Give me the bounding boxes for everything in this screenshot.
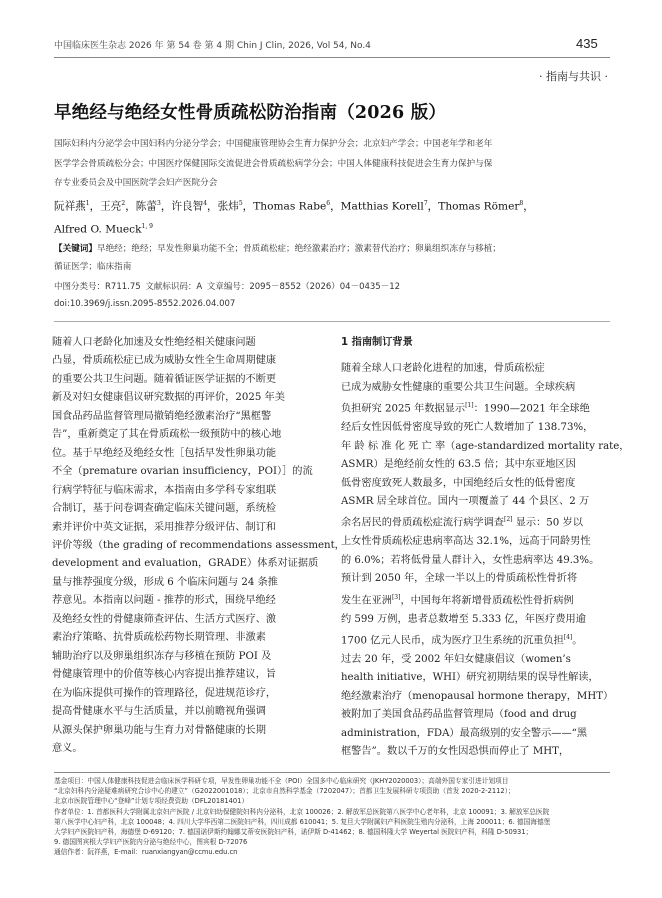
author-affiliation: 1 [85, 200, 90, 207]
author-affiliation: 8 [519, 200, 524, 207]
body-line: administration，FDA）最高级别的安全警示——“黑 [341, 727, 588, 739]
author-name: 阮祥燕 [54, 200, 86, 213]
body-line: 评价等级（the grading of recommendations assessment， [52, 539, 345, 551]
body-line: 在为临床提供可操作的管理路径，促进规范诊疗， [52, 687, 277, 699]
body-line: health initiative，WHI）研究初期结果的误导性解读， [341, 672, 599, 684]
organization-line: 国际妇科内分泌学会中国妇科内分泌分学会；中国健康管理协会生育力保护分会；北京妇产学会；中国老年学和老年 [54, 139, 493, 149]
keywords-line: 循证医学；临床指南 [54, 262, 132, 272]
author-name: ，张炜 [207, 200, 239, 213]
footnote-line: 大学妇产医院妇产科，海德堡 D-69120；7. 德国诺伊斯约翰娜艾蒂安医院妇产科，诺伊斯 D-41462；8. 德国科隆大学 Weyertal 医院妇产科，科隆 D-50931； [54, 828, 533, 837]
keywords-line: 早绝经；绝经；早发性卵巢功能不全；骨质疏松症；绝经激素治疗；激素替代治疗；卵巢组织冻存与移植； [96, 244, 501, 254]
body-line: 位。基于早绝经及绝经女性［包括早发性卵巢功能 [52, 447, 277, 459]
footnote-line: 通信作者：阮祥燕，E-mail：ruanxiangyan@ccmu.edu.cn [54, 848, 238, 857]
citation-ref: [1] [465, 402, 474, 410]
doi: doi:10.3969/j.issn.2095-8552.2026.04.007 [54, 299, 236, 309]
author-affiliation: 1, 9 [141, 223, 153, 231]
organization-list [54, 135, 610, 194]
header-divider [54, 57, 610, 58]
footnote-line: 基金项目：中国人体健康科技促进会临床医学科研专项，早发性卵巢功能不全（POI）全国多中心临床研究（JKHY2020003）；高端外国专家引进计划项目 [54, 777, 509, 785]
keywords-block [54, 240, 610, 276]
page-number: 435 [576, 36, 598, 51]
keywords-label: 【关键词】 [54, 244, 97, 254]
body-line: 提高骨健康水平与生活质量，并以前瞻视角强调 [52, 706, 266, 718]
section-heading: 1 指南制订背景 [341, 337, 413, 348]
author-affiliation: 2 [121, 200, 126, 207]
body-line: 的重要公共卫生问题。随着循证医学证据的不断更 [52, 373, 277, 385]
author-affiliation: 3 [157, 200, 161, 207]
footnote-divider [54, 772, 610, 773]
footnote-line: 作者单位：1. 首都医科大学附属北京妇产医院 / 北京妇幼保健院妇科内分泌科，北京 100026；2. 解放军总医院第八医学中心老年科，北京 100091；3. 解放军总医院 [54, 807, 550, 816]
author-name: ，Thomas Römer [427, 200, 520, 213]
author-line-2 [54, 217, 610, 240]
author-name: ，Matthias Korell [330, 200, 424, 213]
author-affiliation: 4 [203, 200, 208, 207]
body-line: 量与推荐强度分级，形成 6 个临床问题与 24 条推 [52, 576, 278, 588]
body-line: 的 6.0%；若将低骨量人群计入，女性患病率达 49.3%。 [341, 554, 600, 566]
footnote-line: 第八医学中心妇产科，北京 100048；4. 四川大学华西第二医院妇产科，四川成都 610041；5. 复旦大学附属妇产科医院生殖内分泌科，上海 200011；6. 德国海德堡 [54, 817, 551, 826]
body-line: 素治疗策略、抗骨质疏松药物长期管理、非激素 [52, 632, 266, 644]
body-line: 意义。 [52, 742, 83, 754]
body-line: 被附加了美国食品药品监督管理局（food and drug [341, 709, 577, 721]
footnote-line: “北京妇科内分泌疑难病研究合诊中心的建立”（G2022001018）；北京市自然科学基金（7202047）；首都卫生发展科研专项资助（首发 2020-2-2112）； [54, 787, 515, 796]
body-line: 年 龄 标 准 化 死 亡 率（age-standardized mortality rate， [341, 440, 630, 452]
abstract-divider [54, 321, 610, 322]
author-name: ，Thomas Rabe [242, 200, 327, 213]
classification-info: 中图分类号：R711.75 文献标识码：A 文章编号：2095－8552（2026）04－0435－12 [54, 282, 401, 292]
body-line: 负担研究 2025 年数据显示[1]：1990—2021 年全球绝 [341, 402, 590, 415]
body-line: 发生在亚洲[3]，中国每年将新增骨质疏松性骨折病例 [341, 593, 574, 607]
body-line: 过去 20 年，受 2002 年妇女健康倡议（women’s [341, 653, 571, 665]
author-affiliation: 5 [238, 200, 243, 207]
body-line: development and evaluation，GRADE）体系对证据质 [52, 558, 319, 570]
body-lines [341, 360, 630, 761]
column-label: · 指南与共识 · [539, 70, 608, 83]
footnote-line: 北京市医院管理中心“登峰”计划专项经费资助（DFL20181401） [54, 797, 249, 806]
author-name: Alfred O. Mueck [54, 223, 142, 236]
author-affiliation: 7 [423, 200, 428, 207]
body-line: 新及对妇女健康倡议研究数据的再评价，2025 年美 [52, 392, 285, 404]
author-name: ，陈蕾 [125, 200, 157, 213]
body-line: 预计到 2050 年，全球一半以上的骨质疏松性骨折将 [341, 573, 578, 585]
body-line: 合制订，基于问卷调查确定临床关键问题，系统检 [52, 503, 277, 515]
body-line: 余名居民的骨质疏松症流行病学调查[2] 显示：50 岁以 [341, 516, 583, 529]
body-line: 经后女性因低骨密度导致的死亡人数增加了 138.73%， [341, 422, 594, 434]
author-affiliation: 6 [326, 200, 331, 207]
footnotes [54, 776, 614, 858]
citation-ref: [3] [391, 593, 401, 601]
body-line: ASMR）是绝经前女性的 63.5 倍；其中东亚地区因 [341, 459, 576, 471]
body-line: 行病学特征与临床需求，本指南由多学科专家组联 [52, 484, 277, 496]
running-head: 中国临床医生杂志 2026 年 第 54 卷 第 4 期 Chin J Clin, 2026, Vol 54, No.4 [54, 41, 371, 51]
footnote-line: 9. 德国图宾根大学妇产医院内分泌与绝经中心，图宾根 D-72076 [54, 838, 248, 847]
body-line: 上女性骨质疏松症患病率高达 32.1%，远高于同龄男性 [341, 536, 591, 548]
body-line: 不全（premature ovarian insufficiency，POI）］的流 [52, 466, 313, 478]
body-line: 索并评价中英文证据，采用推荐分级评估、制订和 [52, 521, 277, 533]
citation-ref: [4] [563, 633, 573, 641]
body-line: ASMR 居全球首位。国内一项覆盖了 44 个县区、2 万 [341, 496, 590, 508]
body-column [341, 334, 630, 762]
body-line: 随着人口老龄化加速及女性绝经相关健康问题 [52, 337, 256, 348]
abstract-column [52, 334, 345, 758]
author-line-1 [54, 194, 610, 217]
author-separator: ， [523, 200, 534, 213]
body-line: 低骨密度致死人数最多，中国绝经后女性的低骨密度 [341, 477, 576, 489]
author-list [54, 194, 610, 240]
body-line: 荐意见。本指南以问题 - 推荐的形式，围绕早绝经 [52, 595, 276, 607]
body-line: 辅助治疗以及卵巢组织冻存与移植在预防 POI 及 [52, 650, 272, 662]
body-line: 框警告”。数以千万的女性因恐惧而停止了 MHT， [341, 746, 570, 758]
body-line: 及绝经女性的骨健康筛查评估、生活方式医疗、激 [52, 613, 277, 625]
body-line: 告”，重新奠定了其在骨质疏松一级预防中的核心地 [52, 429, 282, 441]
body-line: 骨健康管理中的价值等核心内容提出推荐建议，旨 [52, 669, 277, 681]
body-line: 已成为威胁女性健康的重要公共卫生问题。全球疾病 [341, 381, 576, 393]
body-line: 从源头保护卵巢功能与生育力对骨骼健康的长期 [52, 724, 266, 736]
body-line: 绝经激素治疗（menopausal hormone therapy，MHT） [341, 690, 614, 702]
article-title: 早绝经与绝经女性骨质疏松防治指南（2026 版） [54, 103, 447, 123]
body-line: 国食品药品监督管理局撤销绝经激素治疗“黑框警 [52, 410, 272, 422]
body-line: 随着全球人口老龄化进程的加速，骨质疏松症 [341, 363, 545, 375]
body-line: 1700 亿元人民币，成为医疗卫生系统的沉重负担[4]。 [341, 633, 583, 647]
organization-line: 存专业委员会及中国医院学会妇产医院分会 [54, 178, 218, 189]
citation-ref: [2] [504, 516, 513, 524]
author-name: ，许良智 [160, 200, 204, 213]
body-line: 凸显，骨质疏松症已成为威胁女性全生命周期健康 [52, 355, 277, 367]
body-line: 约 599 万例，患者总数增至 5.333 亿，年医疗费用逾 [341, 613, 586, 625]
organization-line: 医学学会骨质疏松分会；中国医疗保健国际交流促进会骨质疏松病学分会；中国人体健康科技促进会生育力保护与保 [54, 158, 493, 169]
author-name: ，王亮 [89, 200, 122, 213]
